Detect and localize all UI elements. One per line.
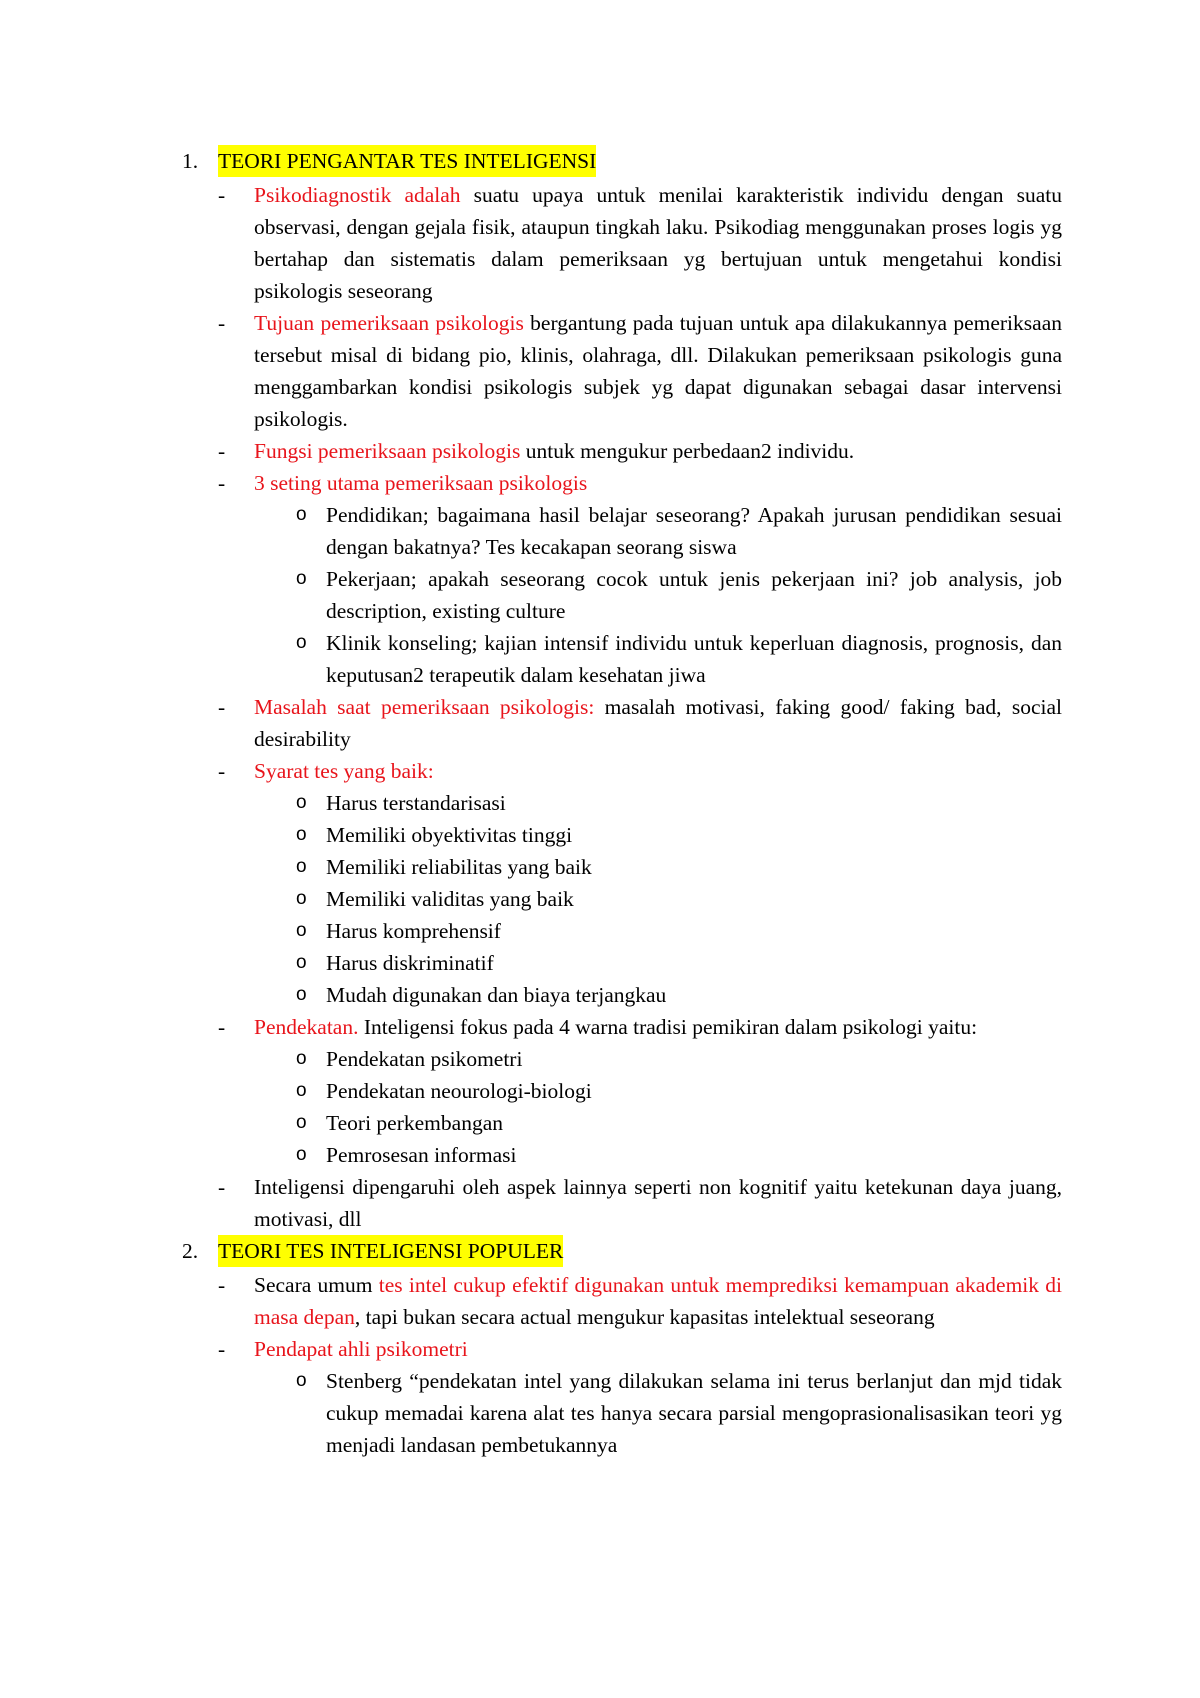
sub-item-text: Teori perkembangan [326, 1111, 503, 1135]
section-title: TEORI TES INTELIGENSI POPULER [218, 1235, 563, 1267]
sub-item-text: Pendekatan psikometri [326, 1047, 523, 1071]
dash-bullet: - [218, 183, 226, 207]
sub-item [290, 883, 1062, 915]
sub-item-text: Memiliki obyektivitas tinggi [326, 823, 573, 847]
bullet-text [254, 755, 1062, 787]
sub-item [290, 563, 1062, 627]
bullet-item [182, 307, 1062, 435]
sub-item [290, 627, 1062, 691]
circle-bullet: o [296, 1370, 307, 1391]
dash-bullet: - [218, 1273, 226, 1297]
circle-bullet: o [296, 504, 307, 525]
dash-bullet: - [218, 311, 226, 335]
sub-item [290, 499, 1062, 563]
sub-item-text: Pendidikan; bagaimana hasil belajar seseorang? Apakah jurusan pendidikan sesuai dengan bakatnya? Tes kecakapan seorang siswa [326, 503, 1062, 559]
body-text: masalah motivasi, faking good/ faking bad, social desirability [254, 695, 1062, 751]
sub-item-text: Harus terstandarisasi [326, 791, 506, 815]
sub-item [290, 1107, 1062, 1139]
section-heading [182, 1235, 1062, 1267]
emphasis-text: Pendapat ahli psikometri [254, 1337, 468, 1361]
emphasis-text: Fungsi pemeriksaan psikologis [254, 439, 521, 463]
body-text: , tapi bukan secara actual mengukur kapasitas intelektual seseorang [354, 1305, 935, 1329]
circle-bullet: o [296, 888, 307, 909]
circle-bullet: o [296, 824, 307, 845]
sub-item [290, 1365, 1062, 1461]
body-text: Inteligensi dipengaruhi oleh aspek lainnya seperti non kognitif yaitu ketekunan daya juang, motivasi, dll [254, 1175, 1062, 1231]
bullet-text [254, 467, 1062, 499]
sub-item [290, 1075, 1062, 1107]
bullet-item [182, 467, 1062, 499]
bullet-text [254, 179, 1062, 307]
bullet-text [254, 1171, 1062, 1235]
emphasis-text: Syarat tes yang baik: [254, 759, 434, 783]
sub-item [290, 947, 1062, 979]
dash-bullet: - [218, 1337, 226, 1361]
circle-bullet: o [296, 952, 307, 973]
document-body [182, 145, 1062, 1461]
body-text: suatu upaya untuk menilai karakteristik individu dengan suatu observasi, dengan gejala fisik, ataupun tingkah laku. Psikodiag menggunakan proses logis yg bertahap dan sistematis dalam pemeriksaan yg bertujuan untuk mengetahui kondisi psikologis seseorang [254, 183, 1062, 303]
bullet-item [182, 179, 1062, 307]
body-text: Secara umum [254, 1273, 379, 1297]
sub-item [290, 819, 1062, 851]
dash-bullet: - [218, 695, 226, 719]
bullet-item [182, 691, 1062, 755]
circle-bullet: o [296, 1048, 307, 1069]
bullet-text [254, 1333, 1062, 1365]
bullet-item [182, 1011, 1062, 1043]
sub-item [290, 1139, 1062, 1171]
sub-item [290, 851, 1062, 883]
emphasis-text: Pendekatan. [254, 1015, 359, 1039]
section-number: 1. [182, 149, 199, 173]
body-text: Inteligensi fokus pada 4 warna tradisi pemikiran dalam psikologi yaitu: [358, 1015, 978, 1039]
sub-item [290, 915, 1062, 947]
bullet-text [254, 1011, 1062, 1043]
emphasis-text: Masalah saat pemeriksaan psikologis: [254, 695, 595, 719]
circle-bullet: o [296, 1080, 307, 1101]
dash-bullet: - [218, 1015, 226, 1039]
bullet-text [254, 435, 1062, 467]
emphasis-text: 3 seting utama pemeriksaan psikologis [254, 471, 588, 495]
sub-item-text: Harus komprehensif [326, 919, 501, 943]
emphasis-text: Psikodiagnostik adalah [254, 183, 461, 207]
circle-bullet: o [296, 1144, 307, 1165]
circle-bullet: o [296, 856, 307, 877]
sub-item-text: Pemrosesan informasi [326, 1143, 517, 1167]
sub-item-text: Stenberg “pendekatan intel yang dilakukan selama ini terus berlanjut dan mjd tidak cukup memadai karena alat tes hanya secara parsial mengoprasionalisasikan teori yg menjadi landasan pembetukannya [326, 1369, 1062, 1457]
sub-item-text: Memiliki validitas yang baik [326, 887, 574, 911]
sub-item-text: Memiliki reliabilitas yang baik [326, 855, 592, 879]
circle-bullet: o [296, 984, 307, 1005]
sub-item-text: Mudah digunakan dan biaya terjangkau [326, 983, 667, 1007]
circle-bullet: o [296, 920, 307, 941]
circle-bullet: o [296, 632, 307, 653]
section-title: TEORI PENGANTAR TES INTELIGENSI [218, 145, 596, 177]
bullet-item [182, 435, 1062, 467]
sub-item-text: Pendekatan neourologi-biologi [326, 1079, 592, 1103]
bullet-item [182, 1333, 1062, 1365]
bullet-item [182, 1269, 1062, 1333]
circle-bullet: o [296, 1112, 307, 1133]
dash-bullet: - [218, 471, 226, 495]
sub-item [290, 787, 1062, 819]
bullet-text [254, 307, 1062, 435]
dash-bullet: - [218, 759, 226, 783]
circle-bullet: o [296, 792, 307, 813]
body-text: untuk mengukur perbedaan2 individu. [520, 439, 855, 463]
section-number: 2. [182, 1239, 199, 1263]
body-text: bergantung pada tujuan untuk apa dilakukannya pemeriksaan tersebut misal di bidang pio, klinis, olahraga, dll. Dilakukan pemeriksaan psikologis guna menggambarkan kondisi psikologis subjek yg dapat digunakan sebagai dasar intervensi psikologis. [254, 311, 1062, 431]
sub-item [290, 1043, 1062, 1075]
sub-item [290, 979, 1062, 1011]
bullet-text [254, 1269, 1062, 1333]
section-heading [182, 145, 1062, 177]
emphasis-text: Tujuan pemeriksaan psikologis [254, 311, 524, 335]
dash-bullet: - [218, 439, 226, 463]
sub-item-text: Klinik konseling; kajian intensif individu untuk keperluan diagnosis, prognosis, dan keputusan2 terapeutik dalam kesehatan jiwa [326, 631, 1062, 687]
bullet-text [254, 691, 1062, 755]
emphasis-text: tes intel cukup efektif digunakan untuk memprediksi kemampuan akademik di masa depan [254, 1273, 1062, 1329]
sub-item-text: Harus diskriminatif [326, 951, 494, 975]
circle-bullet: o [296, 568, 307, 589]
dash-bullet: - [218, 1175, 226, 1199]
sub-item-text: Pekerjaan; apakah seseorang cocok untuk jenis pekerjaan ini? job analysis, job description, existing culture [326, 567, 1062, 623]
bullet-item [182, 755, 1062, 787]
bullet-item [182, 1171, 1062, 1235]
